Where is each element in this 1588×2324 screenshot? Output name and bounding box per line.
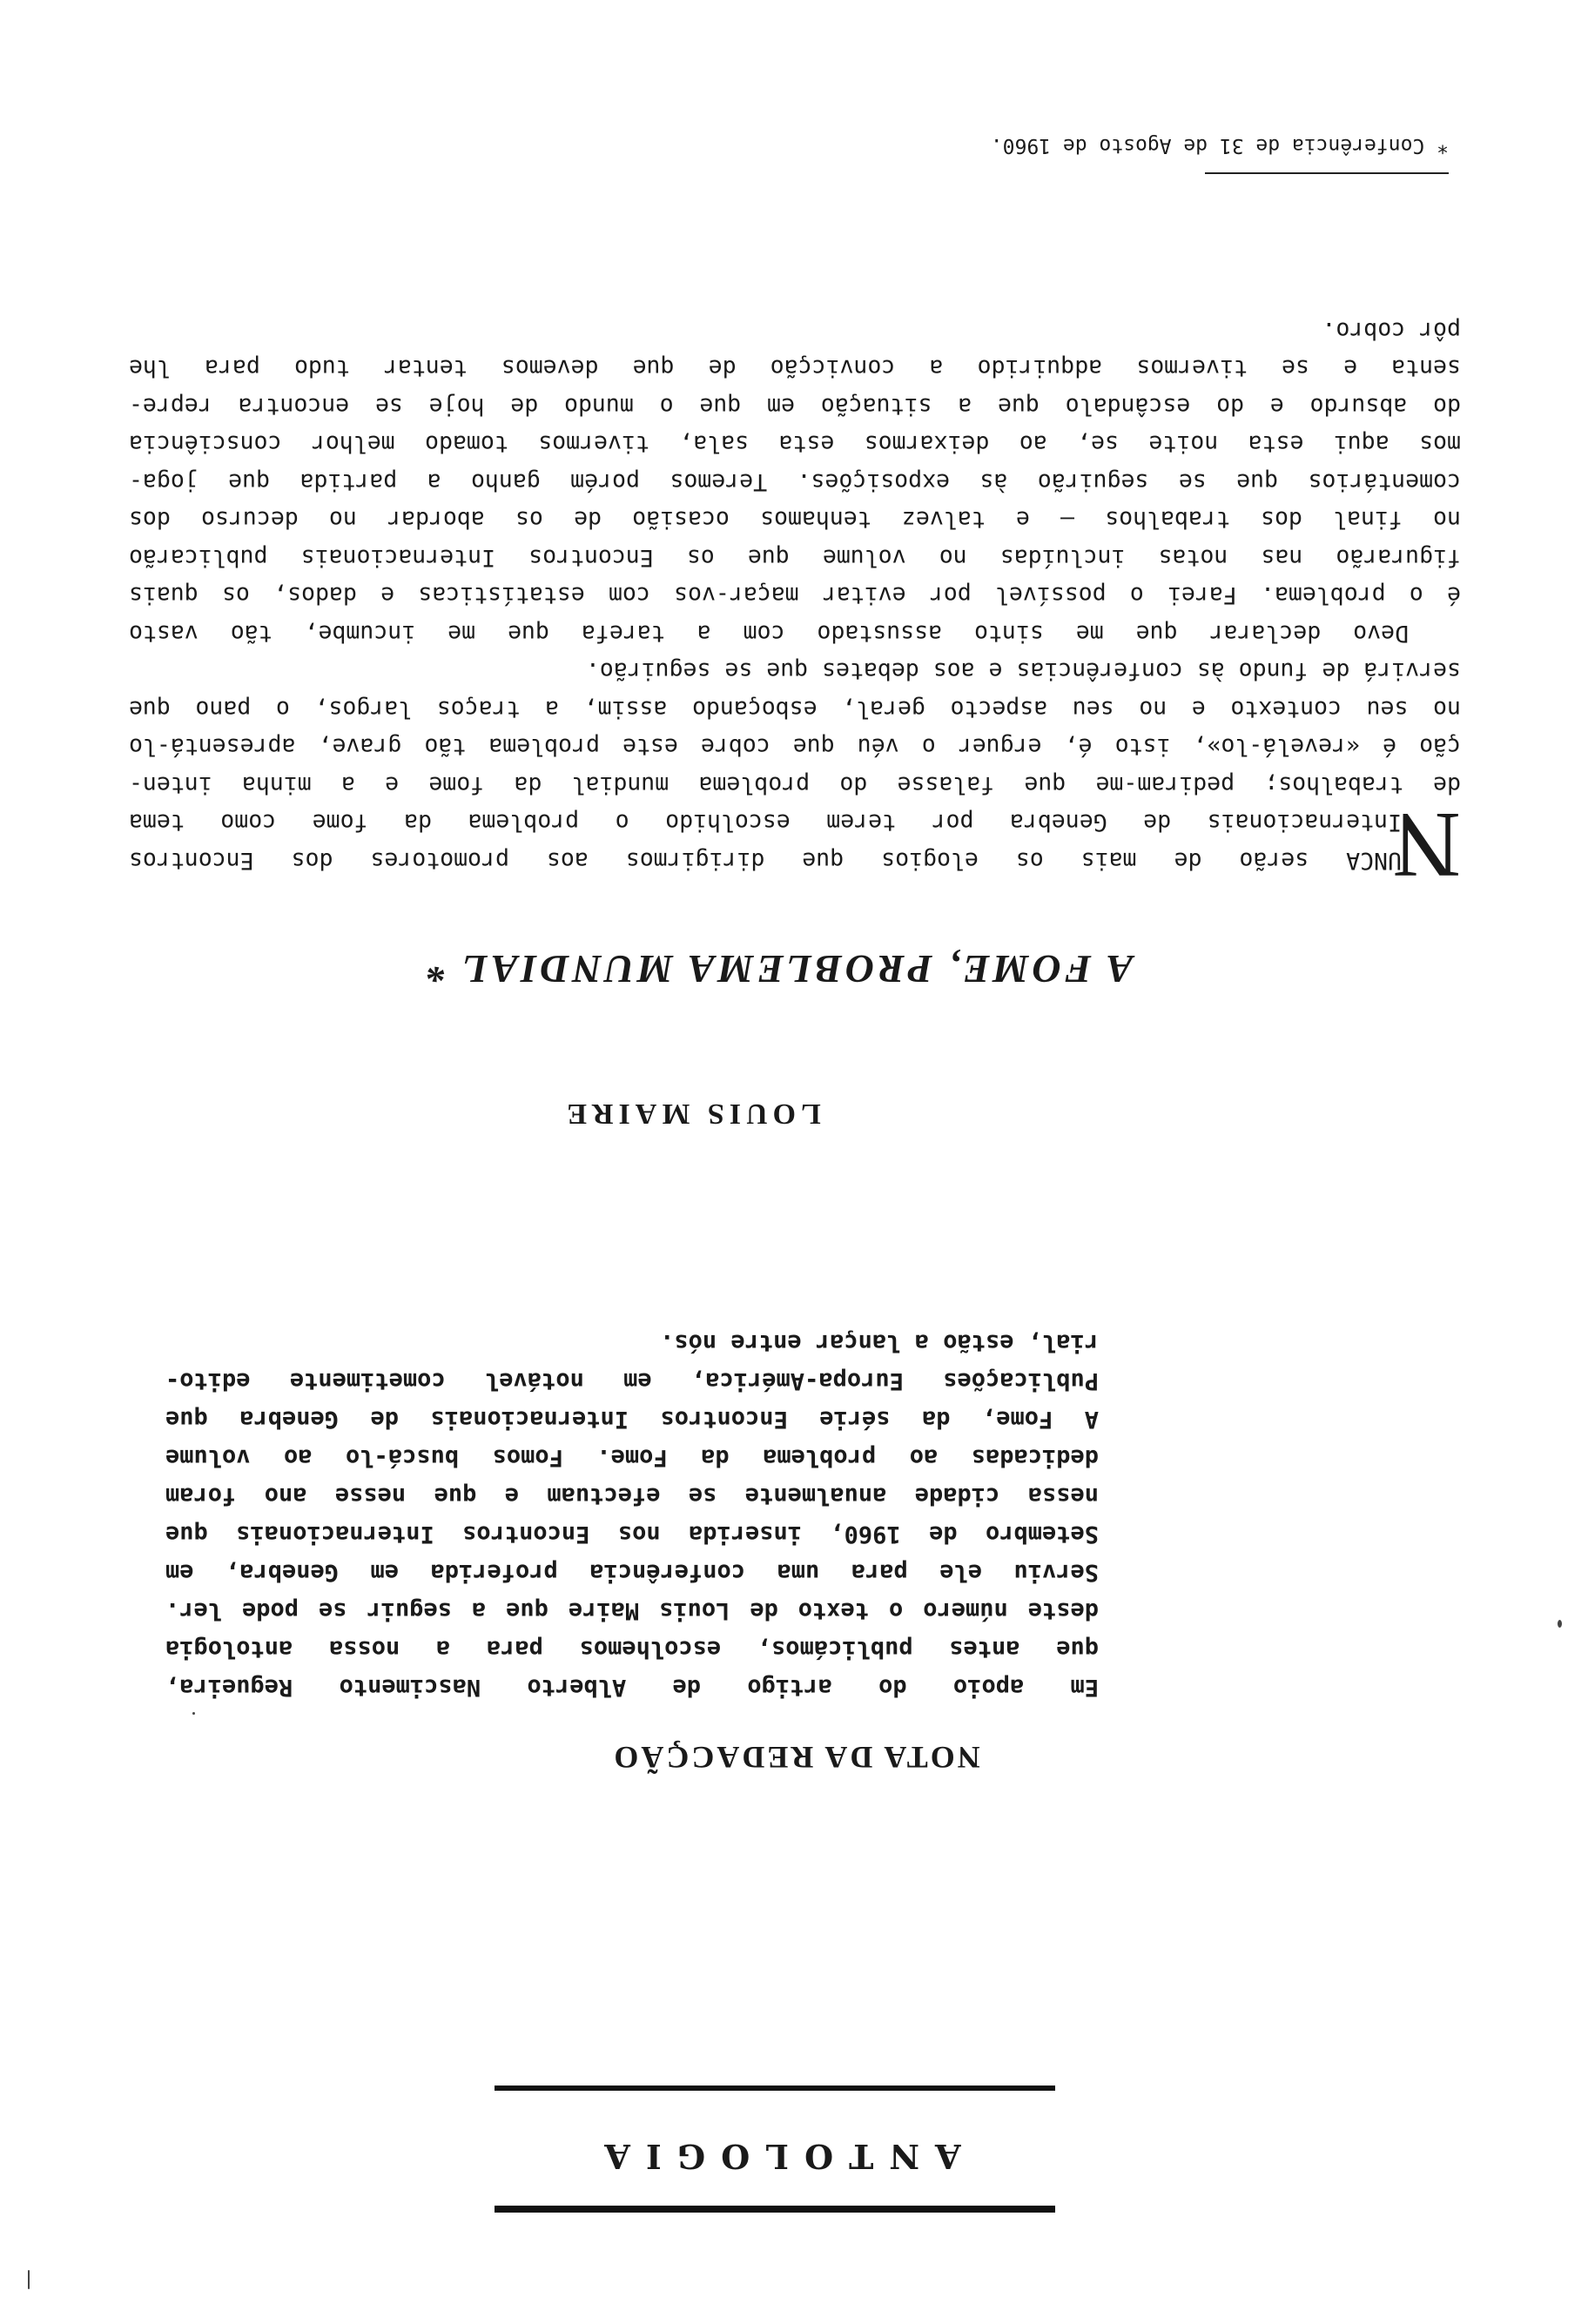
- editor-note-line: Em apoio do artigo de Alberto Nascimento Regueira,: [165, 1674, 1099, 1701]
- editor-note-line: nessa cidade anualmente se efectuam e que nesse ano foram: [165, 1482, 1099, 1509]
- article-author: LOUIS MAIRE: [562, 1098, 821, 1130]
- article-line: pôr cobro.: [1322, 317, 1461, 344]
- article-body: [129, 312, 1461, 880]
- drop-cap: N: [1393, 793, 1461, 897]
- article-line: é o problema. Farei o possível por evitar maçar-vos com estatísticas e dados, os quais: [129, 581, 1461, 609]
- editor-note-heading: NOTA DA REDACÇÃO: [611, 1740, 980, 1775]
- section-rule-top: [495, 2206, 1055, 2213]
- article-line: senta e se tivermos adquirido a convicção de que devemos tentar tudo para lhe: [129, 354, 1461, 382]
- article-line: UNCA serão de mais os elogios que dirigirmos aos promotores dos Encontros: [129, 847, 1402, 874]
- article-line: Devo declarar que me sinto assustado com a tarefa que me incumbe, tão vasto: [129, 620, 1409, 647]
- editor-note-line: dedicadas ao problema da Fome. Fomos buscá-lo ao volume: [165, 1444, 1099, 1471]
- editor-note-line: deste número o texto de Louis Maire que a seguir se pode ler.: [165, 1597, 1099, 1624]
- article-line: ção é «revelá-lo», isto é, erguer o véu que cobre este problema tão grave, apresentá-lo: [129, 733, 1461, 761]
- editor-note-line: A Fome, da série Encontros Internacionais de Genebra que: [165, 1406, 1099, 1433]
- article-line: Internacionais de Genebra por terem escolhido o problema da fome como tema: [129, 809, 1402, 836]
- editor-note-line: que antes publicámos, escolhemos para a nossa antologia: [165, 1636, 1099, 1662]
- editor-note-line: rial, estão a lançar entre nós.: [660, 1329, 1099, 1356]
- scan-speck: [1558, 1620, 1562, 1628]
- article-line: servirá de fundo às conferências e aos debates que se seguirão.: [585, 657, 1461, 685]
- footnote-rule: [1205, 172, 1449, 174]
- editor-note-body: [165, 1323, 1099, 1706]
- section-rule-bottom: [495, 2086, 1055, 2091]
- article-title: A FOME, PROBLEMA MUNDIAL *: [423, 947, 1134, 991]
- article-line: de trabalhos; pediram-me que falasse do problema mundial da fome e a minha inten-: [129, 771, 1461, 798]
- editor-note-line: Publicações Europa-América, em notável cometimente edito-: [165, 1367, 1099, 1394]
- article-line: do absurdo e do escândalo que a situação em que o mundo de hoje se encontra repre-: [129, 393, 1461, 420]
- scan-speck: [28, 2270, 30, 2289]
- footnote: * Conferência de 31 de Agosto de 1960.: [990, 134, 1449, 157]
- article-line: comentários que se seguirão às exposições. Teremos porém ganho a partida que joga-: [129, 468, 1461, 495]
- section-title: ANTOLOGIA: [589, 2137, 961, 2176]
- article-line: figurarão nas notas incluídas no volume que os Encontros Internacionais publicarão: [129, 544, 1461, 571]
- article-line: no seu contexto e no seu aspecto geral, esboçando assim, a traços largos, o pano que: [129, 695, 1461, 722]
- scan-speck: [192, 1712, 195, 1715]
- editor-note-line: Serviu ele para uma conferência proferida em Genebra, em: [165, 1559, 1099, 1586]
- article-line: no final dos trabalhos — e talvez tenhamos ocasião de os abordar no decurso dos: [129, 506, 1461, 534]
- article-line: mos aqui esta noite se, ao deixarmos esta sala, tivermos tomado melhor consciência: [129, 430, 1461, 458]
- editor-note-line: Setembro de 1960, inserida nos Encontros Internacionais que: [165, 1521, 1099, 1548]
